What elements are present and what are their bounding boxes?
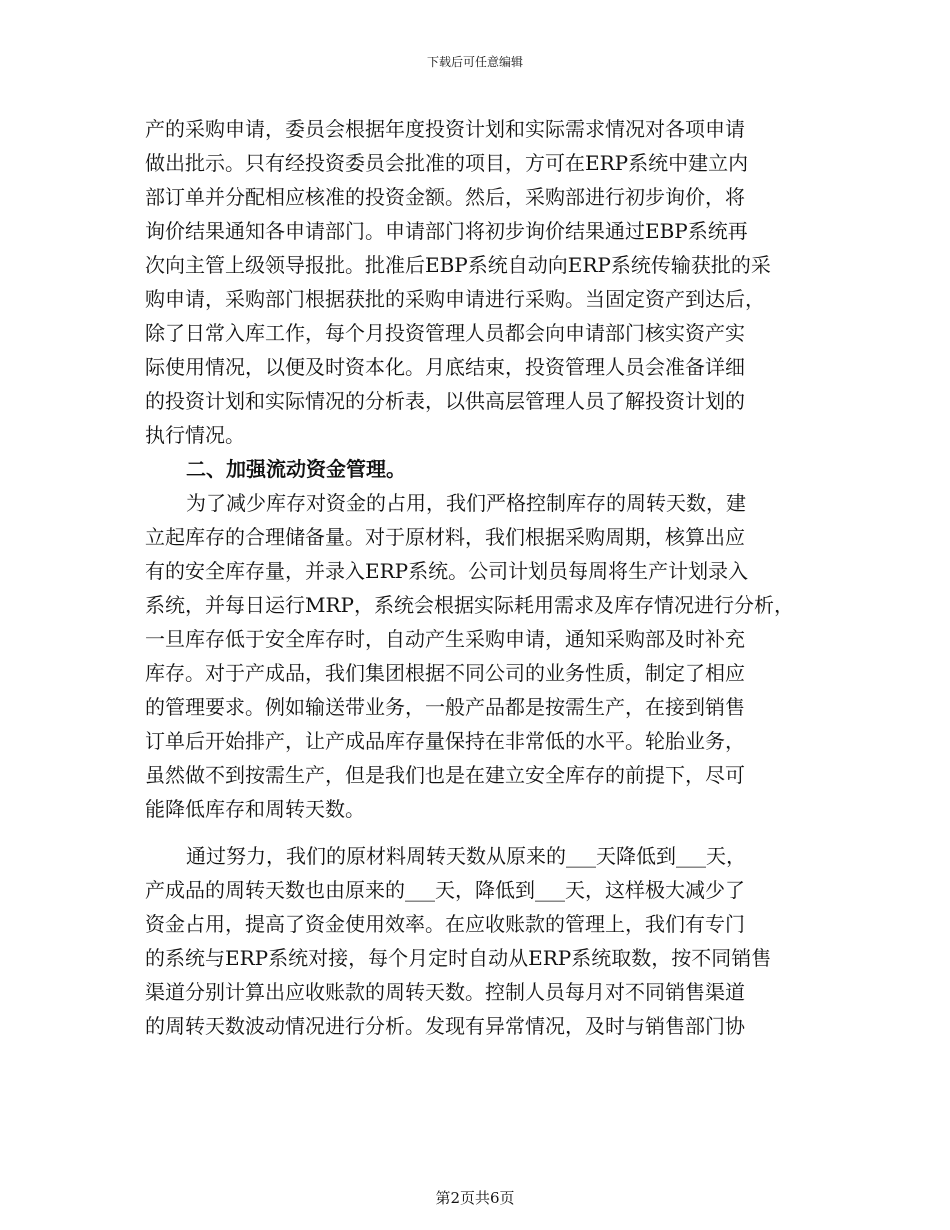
- text-line: 部订单并分配相应核准的投资金额。然后，采购部进行初步询价，将: [145, 185, 745, 209]
- text-line: 能降低库存和周转天数。: [145, 797, 365, 821]
- text-line: 通过努力，我们的原材料周转天数从原来的___天降低到___天，: [186, 844, 746, 868]
- text-line: 产成品的周转天数也由原来的___天，降低到___天，这样极大减少了: [145, 878, 745, 902]
- text-line: 产的采购申请，委员会根据年度投资计划和实际需求情况对各项申请: [145, 117, 745, 141]
- text-line: 一旦库存低于安全库存时，自动产生采购申请，通知采购部及时补充: [145, 627, 745, 651]
- paragraph-spacer: [145, 826, 825, 839]
- text-line: 系统，并每日运行MRP，系统会根据实际耗用需求及库存情况进行分析，: [145, 593, 794, 617]
- page-footer: 第2页共6页: [435, 1189, 515, 1207]
- text-line: 有的安全库存量，并录入ERP系统。公司计划员每周将生产计划录入: [145, 559, 749, 583]
- text-line: 询价结果通知各申请部门。申请部门将初步询价结果通过EBP系统再: [145, 219, 748, 243]
- text-line: 际使用情况，以便及时资本化。月底结束，投资管理人员会准备详细: [145, 355, 745, 379]
- paragraph-1: [145, 112, 825, 452]
- text-line: 资金占用，提高了资金使用效率。在应收账款的管理上，我们有专门: [145, 912, 745, 936]
- text-line: 购申请，采购部门根据获批的采购申请进行采购。当固定资产到达后，: [145, 287, 765, 311]
- text-line: 次向主管上级领导报批。批准后EBP系统自动向ERP系统传输获批的采: [145, 253, 771, 277]
- text-line: 的系统与ERP系统对接，每个月定时自动从ERP系统取数，按不同销售: [145, 946, 772, 970]
- paragraph-2: [145, 486, 825, 826]
- paragraph-3: [145, 839, 825, 1043]
- text-line: 虽然做不到按需生产，但是我们也是在建立安全库存的前提下，尽可: [145, 763, 745, 787]
- text-line: 的周转天数波动情况进行分析。发现有异常情况，及时与销售部门协: [145, 1014, 745, 1038]
- text-line: 订单后开始排产，让产成品库存量保持在非常低的水平。轮胎业务，: [145, 729, 745, 753]
- text-line: 的管理要求。例如输送带业务，一般产品都是按需生产，在接到销售: [145, 695, 745, 719]
- text-line: 的投资计划和实际情况的分析表，以供高层管理人员了解投资计划的: [145, 389, 745, 413]
- text-line: 做出批示。只有经投资委员会批准的项目，方可在ERP系统中建立内: [145, 151, 749, 175]
- text-line: 为了减少库存对资金的占用，我们严格控制库存的周转天数，建: [186, 491, 746, 515]
- text-line: 渠道分别计算出应收账款的周转天数。控制人员每月对不同销售渠道: [145, 980, 745, 1004]
- text-line: 执行情况。: [145, 423, 245, 447]
- document-body: [145, 112, 825, 1043]
- text-line: 除了日常入库工作，每个月投资管理人员都会向申请部门核实资产实: [145, 321, 745, 345]
- text-line: 立起库存的合理储备量。对于原材料，我们根据采购周期，核算出应: [145, 525, 745, 549]
- section-heading: 二、加强流动资金管理。: [186, 457, 406, 481]
- text-line: 库存。对于产成品，我们集团根据不同公司的业务性质，制定了相应: [145, 661, 745, 685]
- page-header: 下载后可任意编辑: [426, 55, 523, 69]
